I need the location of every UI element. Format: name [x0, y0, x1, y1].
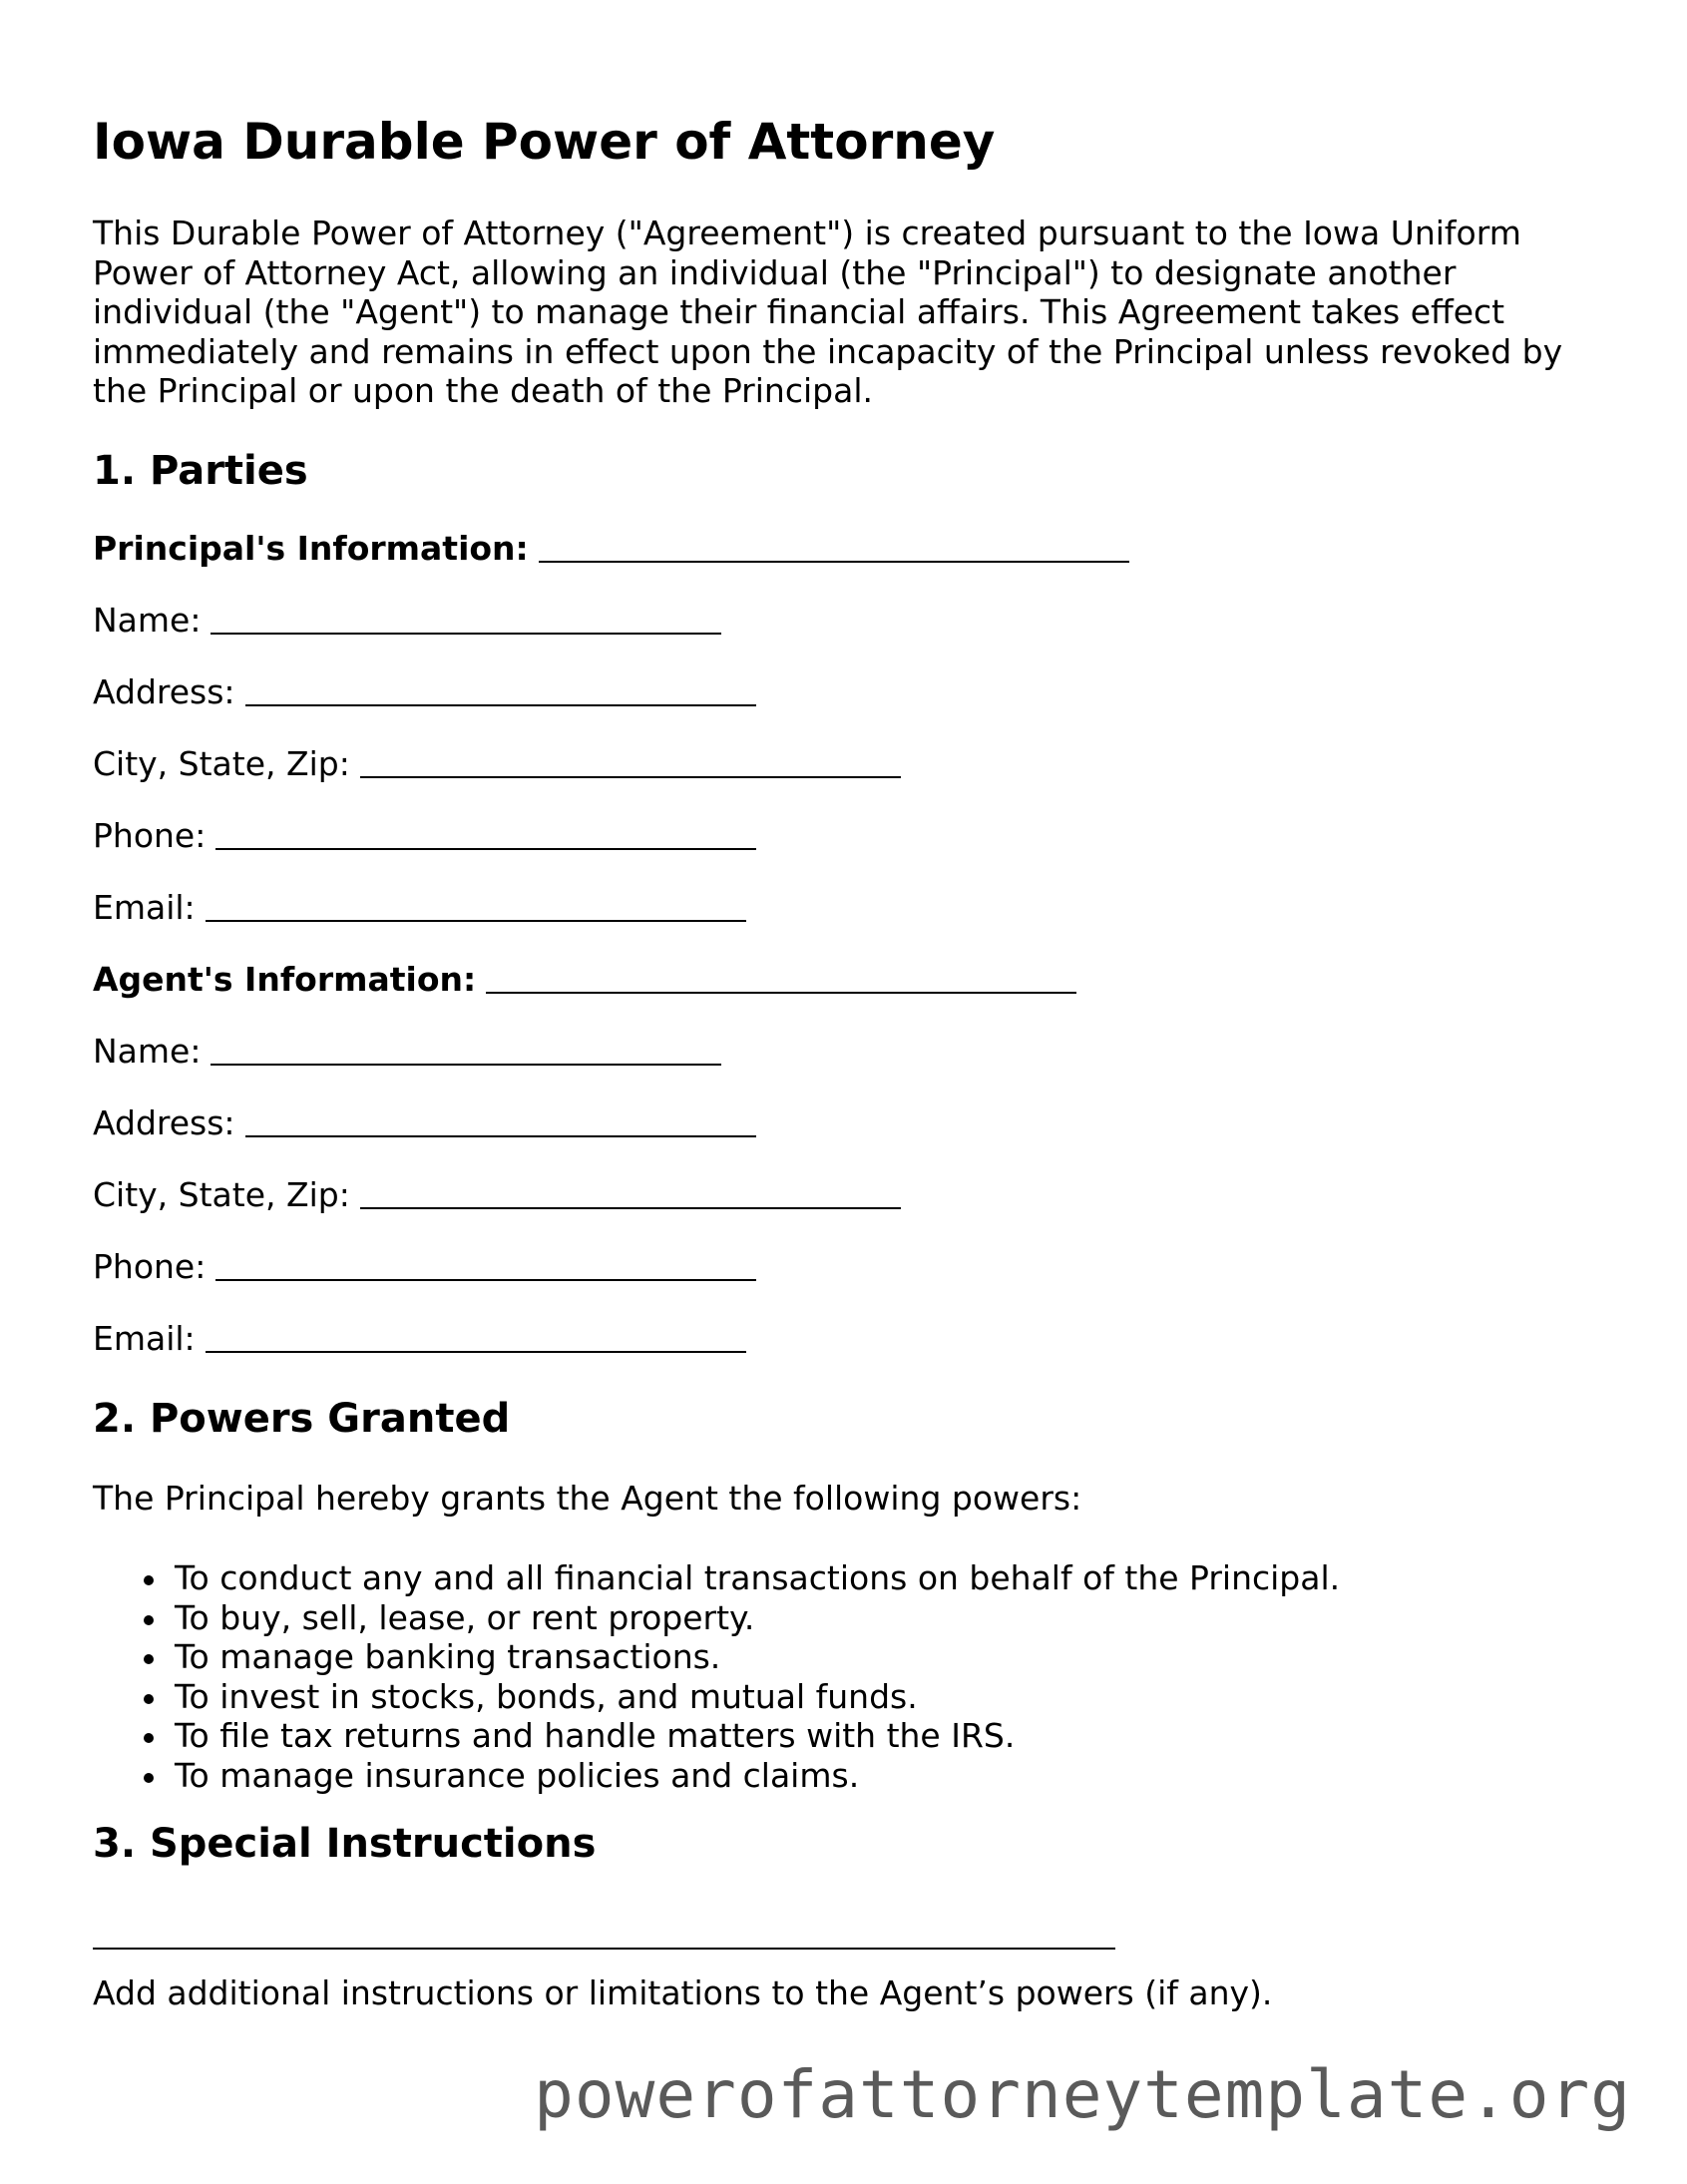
principal-name-label: Name:: [93, 601, 202, 640]
agent-phone-field[interactable]: [93, 1247, 756, 1287]
bullet-icon: [144, 1733, 154, 1743]
bullet-icon: [144, 1575, 154, 1585]
principal-info-label: Principal's Information:: [93, 529, 529, 568]
bullet-icon: [144, 1654, 154, 1664]
agent-address-label: Address:: [93, 1103, 235, 1142]
principal-phone-label: Phone:: [93, 816, 207, 855]
special-instructions-note: Add additional instructions or limitations to the Agent’s powers (if any).: [93, 1973, 1273, 2012]
special-instructions-blank[interactable]: [93, 1948, 1115, 1950]
list-item: [93, 1558, 1340, 1598]
agent-phone-label: Phone:: [93, 1247, 207, 1286]
principal-phone-blank[interactable]: [215, 848, 756, 850]
list-item-text: To file tax returns and handle matters with the IRS.: [175, 1716, 1016, 1755]
principal-address-blank[interactable]: [245, 704, 756, 706]
agent-city-label: City, State, Zip:: [93, 1175, 350, 1214]
agent-info-label: Agent's Information:: [93, 960, 477, 999]
principal-address-label: Address:: [93, 672, 235, 711]
agent-address-field[interactable]: [93, 1103, 756, 1143]
principal-city-blank[interactable]: [360, 776, 901, 778]
list-item: [93, 1716, 1340, 1756]
agent-name-field[interactable]: [93, 1032, 721, 1072]
agent-email-blank[interactable]: [206, 1351, 746, 1353]
bullet-icon: [144, 1615, 154, 1625]
principal-name-blank[interactable]: [211, 633, 721, 635]
section-heading-powers: 2. Powers Granted: [93, 1396, 511, 1442]
agent-email-field[interactable]: [93, 1319, 746, 1359]
section-heading-special-instructions: 3. Special Instructions: [93, 1821, 597, 1867]
bullet-icon: [144, 1694, 154, 1704]
principal-address-field[interactable]: [93, 672, 756, 712]
list-item: [93, 1637, 1340, 1677]
principal-info-blank[interactable]: [539, 561, 1129, 563]
list-item: [93, 1677, 1340, 1717]
agent-phone-blank[interactable]: [215, 1279, 756, 1281]
principal-email-blank[interactable]: [206, 920, 746, 922]
principal-info-field[interactable]: [93, 529, 1129, 569]
principal-email-field[interactable]: [93, 888, 746, 928]
list-item: [93, 1598, 1340, 1638]
agent-address-blank[interactable]: [245, 1135, 756, 1137]
list-item-text: To manage banking transactions.: [175, 1637, 721, 1676]
principal-city-label: City, State, Zip:: [93, 744, 350, 783]
principal-phone-field[interactable]: [93, 816, 756, 856]
powers-list: [93, 1558, 1340, 1795]
powers-lead: The Principal hereby grants the Agent the following powers:: [93, 1479, 1082, 1518]
agent-info-field[interactable]: [93, 960, 1076, 1000]
watermark: powerofattorneytemplate.org: [534, 2056, 1631, 2133]
document-title: Iowa Durable Power of Attorney: [93, 113, 996, 171]
agent-info-blank[interactable]: [486, 992, 1076, 994]
list-item-text: To invest in stocks, bonds, and mutual funds.: [175, 1676, 918, 1716]
agent-city-blank[interactable]: [360, 1207, 901, 1209]
agent-name-label: Name:: [93, 1032, 202, 1071]
list-item-text: To buy, sell, lease, or rent property.: [175, 1597, 755, 1637]
bullet-icon: [144, 1773, 154, 1783]
intro-paragraph: This Durable Power of Attorney ("Agreement") is created pursuant to the Iowa Uniform Power of Attorney Act, allowing an individual (the "Principal") to designate another individual (the "Agent") to manage their financial affairs. This Agreement takes effect immediately and remains in effect upon the incapacity of the Principal unless revoked by the Principal or upon the death of the Principal.: [93, 214, 1563, 410]
list-item-text: To conduct any and all financial transactions on behalf of the Principal.: [175, 1558, 1341, 1597]
list-item-text: To manage insurance policies and claims.: [175, 1755, 860, 1795]
principal-city-field[interactable]: [93, 744, 901, 784]
principal-email-label: Email:: [93, 888, 196, 927]
section-heading-parties: 1. Parties: [93, 448, 308, 494]
agent-name-blank[interactable]: [211, 1064, 721, 1066]
agent-email-label: Email:: [93, 1319, 196, 1358]
agent-city-field[interactable]: [93, 1175, 901, 1215]
principal-name-field[interactable]: [93, 601, 721, 641]
list-item: [93, 1756, 1340, 1796]
